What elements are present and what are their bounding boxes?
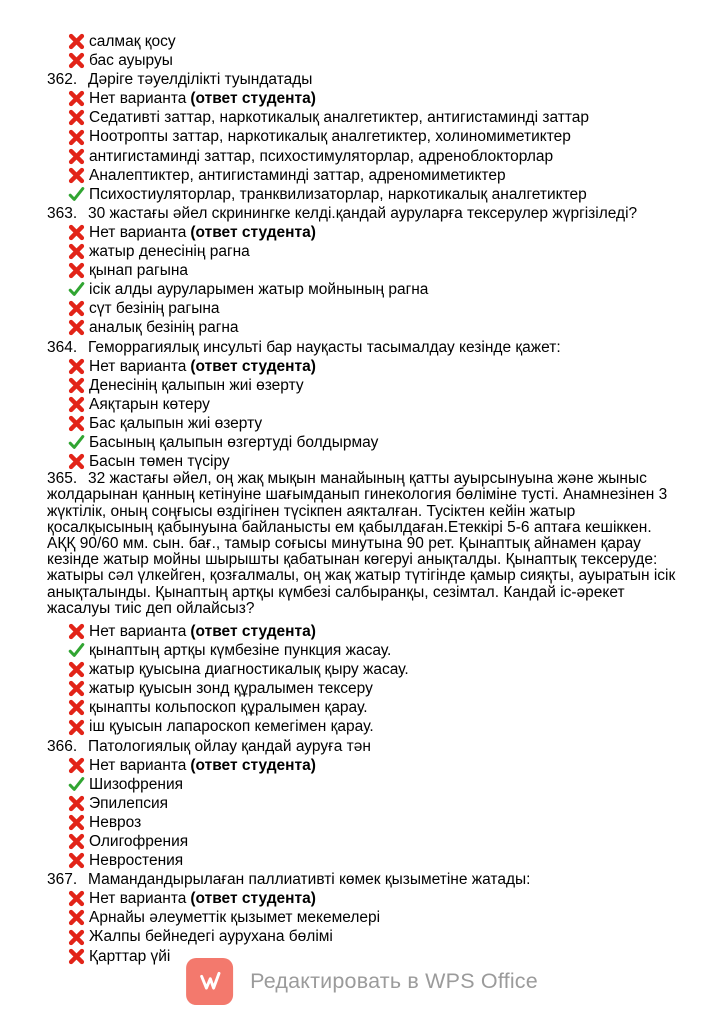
cross-icon bbox=[68, 262, 85, 279]
cross-icon bbox=[68, 319, 85, 336]
cross-icon bbox=[68, 358, 85, 375]
answer-text: Ноотропты заттар, наркотикалық аналгетиктер, холиномиметиктер bbox=[89, 128, 571, 146]
student-answer-note: (ответ студента) bbox=[190, 890, 316, 908]
answer-text: антигистаминді заттар, психостимуляторлар, адреноблокторлар bbox=[89, 147, 554, 165]
answer-text: жатыр қуысына диагностикалық қыру жасау. bbox=[89, 661, 409, 679]
cross-icon bbox=[68, 852, 85, 869]
student-answer-note: (ответ студента) bbox=[190, 357, 316, 375]
answer-text: Невроз bbox=[89, 813, 142, 831]
answer-option bbox=[47, 223, 681, 242]
cross-icon bbox=[68, 948, 85, 965]
check-icon bbox=[68, 186, 85, 203]
answer-option bbox=[47, 51, 681, 70]
answer-option bbox=[47, 299, 681, 318]
cross-icon bbox=[68, 129, 85, 146]
answer-text: Нет варианта (ответ студента) bbox=[89, 756, 316, 774]
question-item bbox=[47, 70, 681, 89]
cross-icon bbox=[68, 623, 85, 640]
answer-text: Нет варианта (ответ студента) bbox=[89, 90, 316, 108]
wps-edit-button[interactable] bbox=[186, 958, 538, 1005]
question-number: 362. bbox=[47, 71, 78, 89]
cross-icon bbox=[68, 929, 85, 946]
cross-icon bbox=[68, 757, 85, 774]
question-text: Патологиялық ойлау қандай ауруға тән bbox=[88, 737, 371, 755]
answer-text: аналық безінің рагна bbox=[89, 319, 239, 337]
cross-icon bbox=[68, 795, 85, 812]
answer-option bbox=[47, 280, 681, 299]
cross-icon bbox=[68, 300, 85, 317]
question-item bbox=[47, 737, 681, 756]
answer-text: Шизофрения bbox=[89, 775, 184, 793]
answer-text: іш қуысын лапароскоп кемегімен қарау. bbox=[89, 718, 374, 736]
answer-option bbox=[47, 698, 681, 717]
answer-option bbox=[47, 775, 681, 794]
answer-text: Седативті заттар, наркотикалық аналгетиктер, антигистаминді заттар bbox=[89, 109, 589, 127]
answer-text: салмақ қосу bbox=[89, 33, 176, 50]
answer-text: жатыр денесінің рагна bbox=[89, 243, 250, 261]
question-number: 365. bbox=[47, 470, 78, 488]
answer-text: Аналептиктер, антигистаминді заттар, адреномиметиктер bbox=[89, 166, 506, 184]
answer-option bbox=[47, 261, 681, 280]
answer-option bbox=[47, 641, 681, 660]
answer-option bbox=[47, 185, 681, 204]
answer-option bbox=[47, 756, 681, 775]
answer-option bbox=[47, 622, 681, 641]
document-page bbox=[47, 32, 681, 966]
answer-text: Жалпы бейнедегі аурухана бөлімі bbox=[89, 928, 333, 946]
answer-text: Денесінің қалыпын жиі өзерту bbox=[89, 376, 304, 394]
question-text: 30 жастағы әйел скринингке келді.қандай ауруларға тексерулер жүргізіледі? bbox=[88, 204, 638, 222]
cross-icon bbox=[68, 148, 85, 165]
wps-logo-icon bbox=[186, 958, 233, 1005]
answer-text: Психостиуляторлар, транквилизаторлар, наркотикалық аналгетиктер bbox=[89, 185, 587, 203]
answer-text: сүт безінің рагына bbox=[89, 300, 220, 318]
cross-icon bbox=[68, 909, 85, 926]
answer-option bbox=[47, 927, 681, 946]
answer-text: қынап рагына bbox=[89, 262, 189, 280]
answer-option bbox=[47, 832, 681, 851]
answer-option bbox=[47, 851, 681, 870]
answer-text: Арнайы әлеуметтік қызымет мекемелері bbox=[89, 909, 381, 927]
question-item bbox=[47, 471, 681, 622]
cross-icon bbox=[68, 90, 85, 107]
student-answer-note: (ответ студента) bbox=[190, 90, 316, 108]
question-item bbox=[47, 870, 681, 889]
check-icon bbox=[68, 281, 85, 298]
answer-option bbox=[47, 89, 681, 108]
answer-option bbox=[47, 813, 681, 832]
answer-option bbox=[47, 908, 681, 927]
answer-option bbox=[47, 660, 681, 679]
cross-icon bbox=[68, 243, 85, 260]
answer-option bbox=[47, 357, 681, 376]
cross-icon bbox=[68, 167, 85, 184]
question-item bbox=[47, 204, 681, 223]
student-answer-note: (ответ студента) bbox=[190, 622, 316, 640]
question-text: Дәріге тәуелділікті туындатады bbox=[88, 71, 313, 89]
question-number: 367. bbox=[47, 871, 78, 889]
answer-option bbox=[47, 414, 681, 433]
answer-option bbox=[47, 127, 681, 146]
answer-text: Аяқтарын көтеру bbox=[89, 395, 210, 413]
cross-icon bbox=[68, 396, 85, 413]
cross-icon bbox=[68, 814, 85, 831]
answer-option bbox=[47, 889, 681, 908]
answer-text: қынапты кольпоскоп құралымен қарау. bbox=[89, 699, 368, 717]
question-text: Мамандандырылаған паллиативті көмек қызыметіне жатады: bbox=[88, 871, 531, 889]
answer-text: Басының қалыпын өзгертуді болдырмау bbox=[89, 433, 379, 451]
answer-option bbox=[47, 32, 681, 51]
answer-text: Нет варианта (ответ студента) bbox=[89, 357, 316, 375]
answer-text: Бас қалыпын жиі өзерту bbox=[89, 414, 263, 432]
cross-icon bbox=[68, 377, 85, 394]
cross-icon bbox=[68, 224, 85, 241]
answer-option bbox=[47, 147, 681, 166]
cross-icon bbox=[68, 33, 85, 50]
answer-text: Нет варианта (ответ студента) bbox=[89, 223, 316, 241]
check-icon bbox=[68, 776, 85, 793]
answer-option bbox=[47, 108, 681, 127]
answer-option bbox=[47, 318, 681, 337]
check-icon bbox=[68, 642, 85, 659]
answer-text: Невростения bbox=[89, 852, 184, 870]
answer-option bbox=[47, 794, 681, 813]
answer-text: Олигофрения bbox=[89, 833, 189, 851]
answer-option bbox=[47, 679, 681, 698]
student-answer-note: (ответ студента) bbox=[190, 756, 316, 774]
answer-text: қынаптың артқы күмбезіне пункция жасау. bbox=[89, 642, 392, 660]
wps-edit-label: Редактировать в WPS Office bbox=[250, 969, 538, 993]
cross-icon bbox=[68, 699, 85, 716]
question-number: 364. bbox=[47, 338, 78, 356]
cross-icon bbox=[68, 453, 85, 470]
question-text: 32 жастағы әйел, оң жақ мықын манайының қатты ауырсынуына және жыныс жолдарынан қанның кетінуіне шағымданып гинекология бөліміне тусті. Анамнезінен 3 жүктілік, оның соңғысы өздігінен түсікпен аякталған. Тусіктен кейін жатыр қосалқысының қабынуына байланысты ем қабылдаған.Етеккірі 5-6 аптаға кешіккен. АҚҚ 90/60 мм. сын. бағ., тамыр соғысы минутына 90 рет. Қынаптық айнамен қарау кезінде жатыр мойны шырышты қабатынан көгеруі анықталды. Қынаптық тексеруде: жатыры сәл үлкейген, қозғалмалы, оң жақ жатыр түтігінде қамыр сияқты, ауыратын ісік анықталынды. Қынаптың артқы күмбезі салбыранқы, сезімтал. Кандай іс-әрекет жасалуы тиіс деп ойлайсыз? bbox=[47, 470, 676, 617]
answer-option bbox=[47, 717, 681, 736]
answer-option bbox=[47, 166, 681, 185]
cross-icon bbox=[68, 109, 85, 126]
cross-icon bbox=[68, 661, 85, 678]
cross-icon bbox=[68, 719, 85, 736]
question-number: 366. bbox=[47, 737, 78, 755]
cross-icon bbox=[68, 52, 85, 69]
answer-text: бас ауыруы bbox=[89, 52, 173, 70]
answer-text: ісік алды ауруларымен жатыр мойнының рагна bbox=[89, 281, 429, 299]
cross-icon bbox=[68, 890, 85, 907]
cross-icon bbox=[68, 415, 85, 432]
answer-text: Басын төмен түсіру bbox=[89, 453, 230, 471]
answer-text: жатыр қуысын зонд құралымен тексеру bbox=[89, 680, 373, 698]
question-text: Геморрагиялық инсульті бар науқасты тасымалдау кезінде қажет: bbox=[88, 338, 561, 356]
answer-text: Эпилепсия bbox=[89, 794, 169, 812]
cross-icon bbox=[68, 680, 85, 697]
answer-option bbox=[47, 433, 681, 452]
answer-option bbox=[47, 452, 681, 471]
answer-option bbox=[47, 242, 681, 261]
answer-option bbox=[47, 376, 681, 395]
answer-text: Қарттар үйі bbox=[89, 947, 171, 965]
student-answer-note: (ответ студента) bbox=[190, 223, 316, 241]
answer-option bbox=[47, 395, 681, 414]
question-number: 363. bbox=[47, 204, 78, 222]
question-item bbox=[47, 338, 681, 357]
cross-icon bbox=[68, 833, 85, 850]
answer-text: Нет варианта (ответ студента) bbox=[89, 890, 316, 908]
check-icon bbox=[68, 434, 85, 451]
answer-text: Нет варианта (ответ студента) bbox=[89, 622, 316, 640]
